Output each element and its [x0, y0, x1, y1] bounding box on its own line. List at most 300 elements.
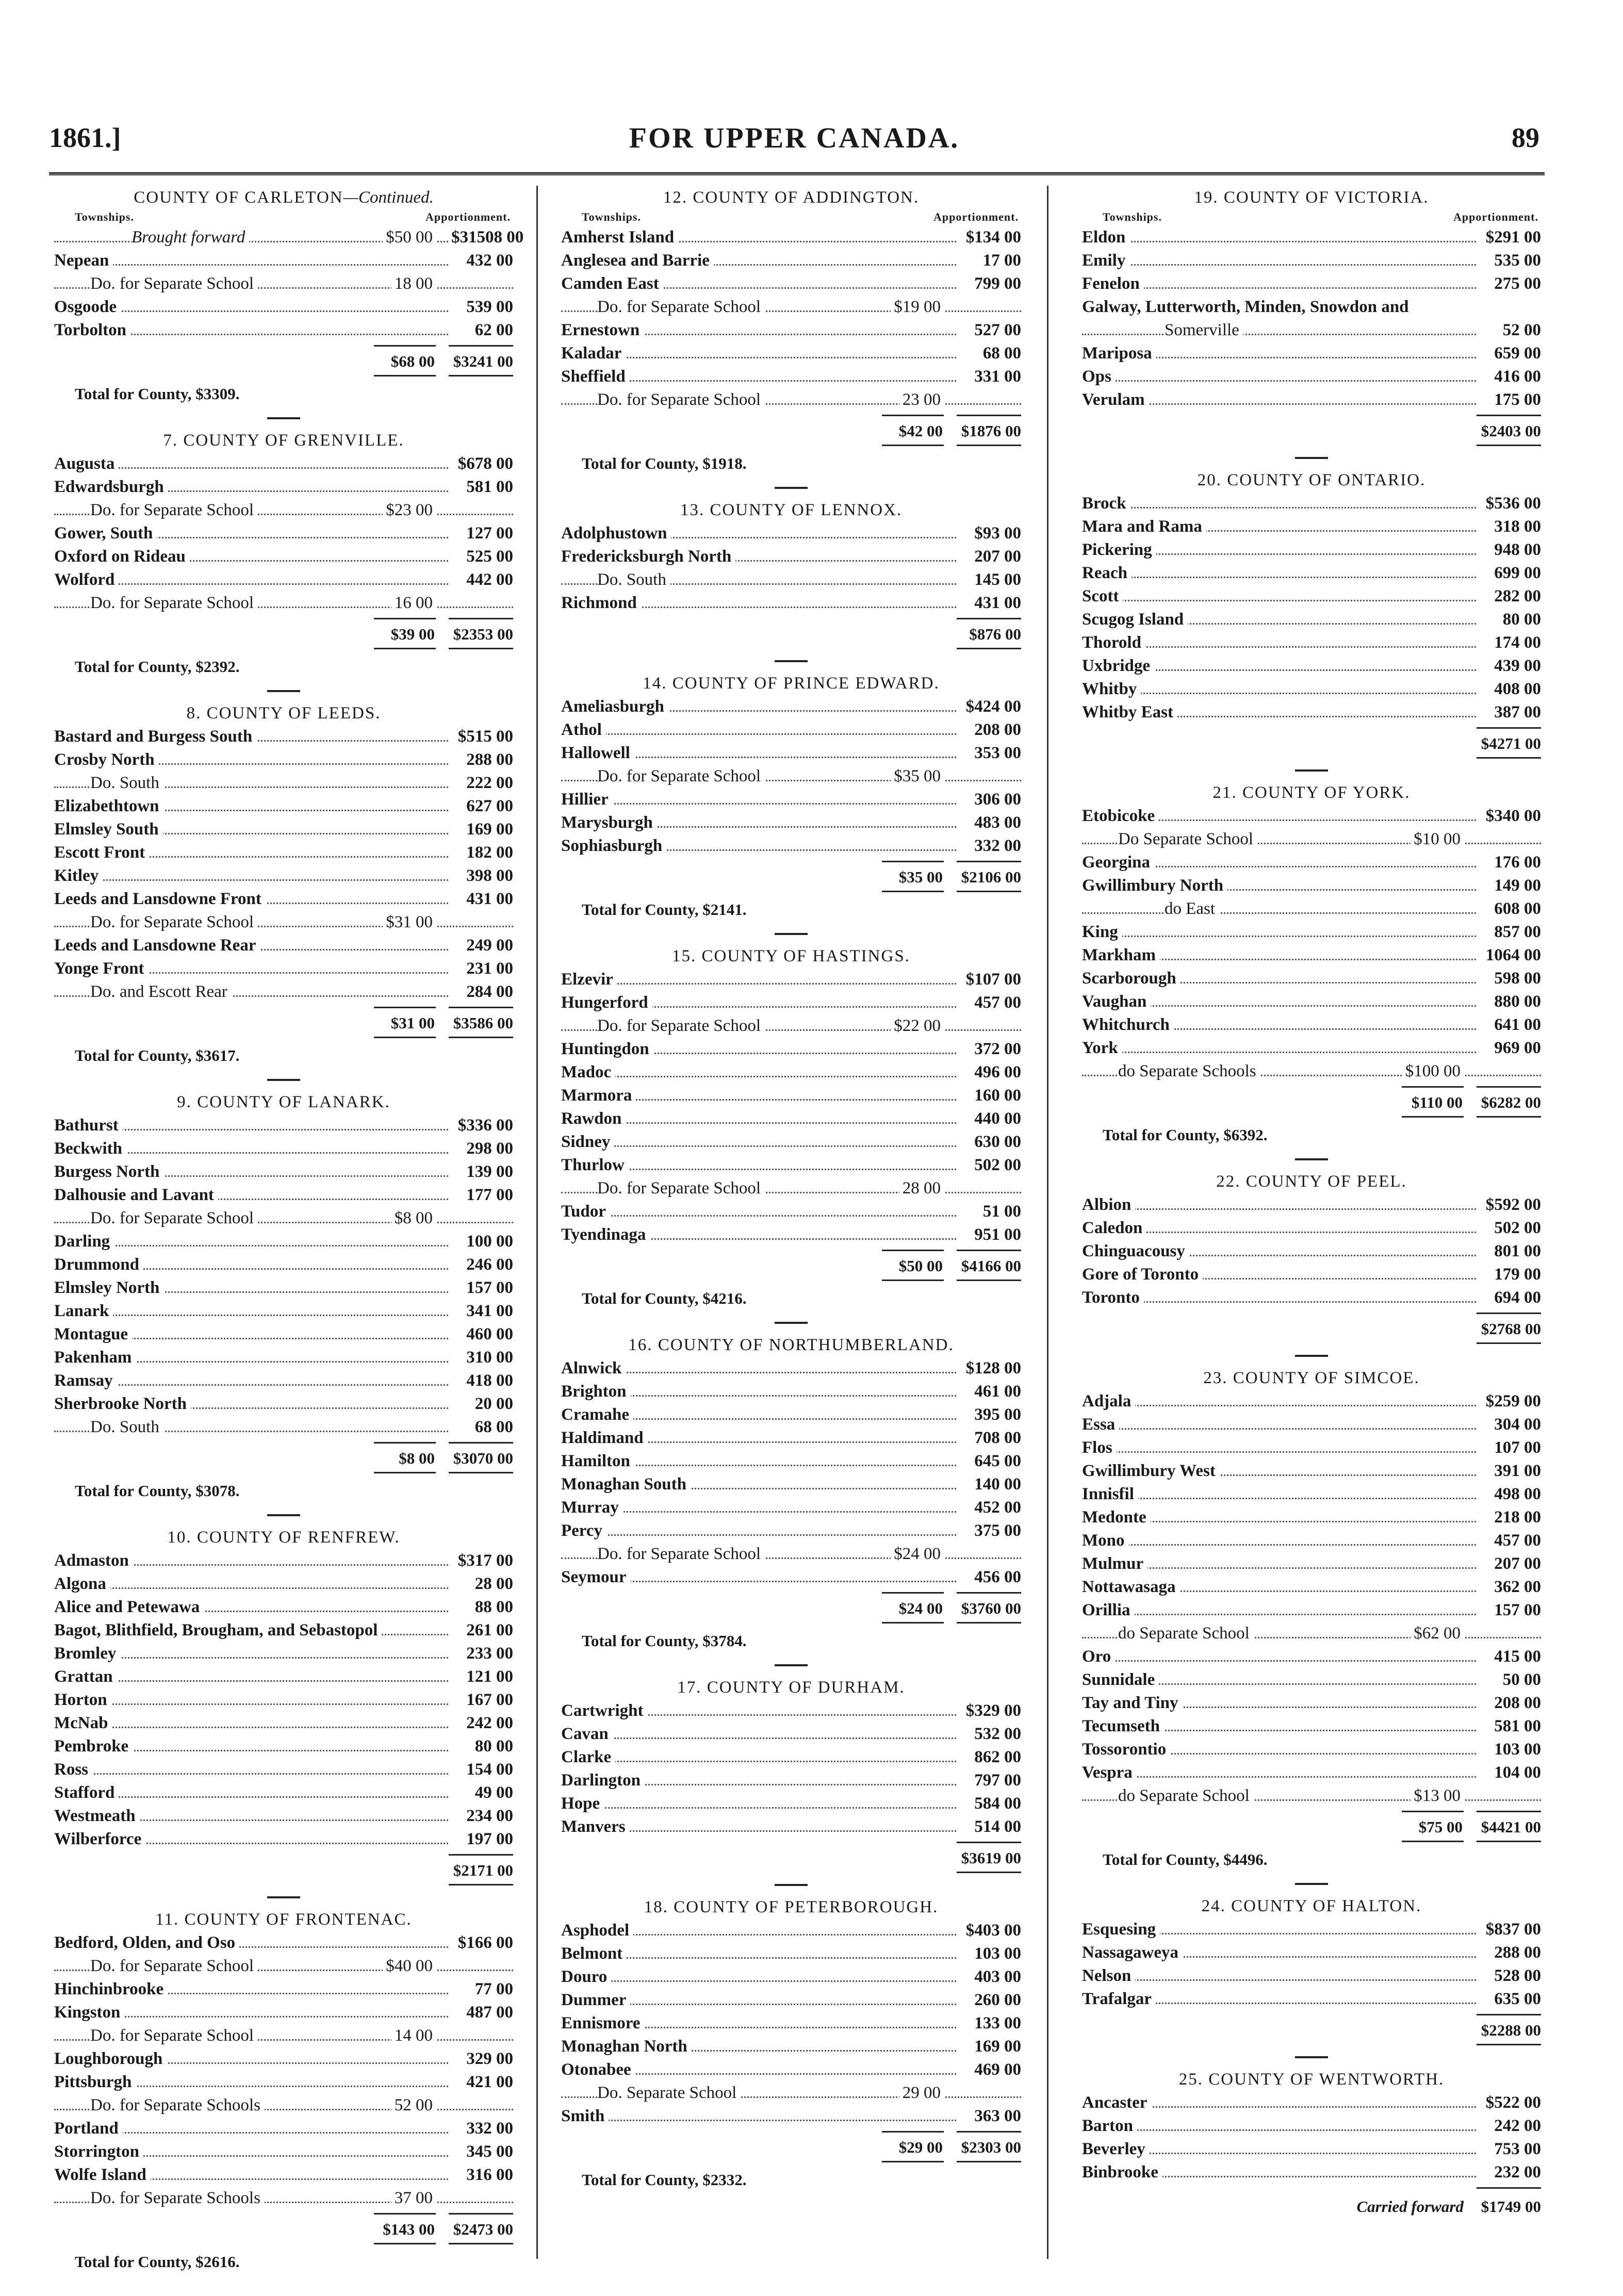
separate-school-subtotal: $143 00	[383, 2220, 435, 2238]
township-name: Leeds and Lansdowne Rear	[54, 934, 260, 957]
township-row	[1082, 1622, 1541, 1645]
township-name: Do. South	[90, 772, 163, 795]
sum-rule-separate	[374, 1442, 436, 1444]
apportionment-amount: 581 00	[448, 475, 513, 499]
township-subtotal: $2171 00	[453, 1861, 513, 1879]
township-row	[561, 1014, 1021, 1038]
apportionment-amount: 398 00	[448, 864, 513, 888]
township-name: Do. for Separate School	[597, 296, 765, 319]
leader-dots	[1082, 1776, 1541, 1778]
township-name: Haldimand	[561, 1426, 648, 1450]
apportionment-amount: 502 00	[1476, 1217, 1541, 1240]
apportionment-amount: 288 00	[1476, 1941, 1541, 1964]
leader-dots	[561, 803, 1021, 805]
township-name: Ennismore	[561, 2012, 644, 2035]
township-row	[561, 968, 1021, 991]
apportionment-amount: 483 00	[956, 811, 1021, 834]
sum-underline-separate	[882, 1622, 944, 1623]
sum-rule	[54, 615, 513, 622]
divider-line	[1295, 1158, 1328, 1160]
township-row	[561, 1942, 1021, 1965]
township-name: Alice and Petewawa	[54, 1596, 204, 1619]
leader-dots	[1082, 1405, 1541, 1406]
apportionment-amount: 857 00	[1476, 921, 1541, 944]
section-sums	[561, 1596, 1021, 1621]
township-subtotal: $6282 00	[1481, 1093, 1541, 1111]
township-name: Otonabee	[561, 2058, 635, 2081]
township-row	[1082, 608, 1541, 631]
township-name: Elmsley North	[54, 1276, 163, 1300]
township-name: Ancaster	[1082, 2091, 1151, 2114]
sum-rule-separate	[882, 2131, 944, 2133]
township-row	[561, 2035, 1021, 2058]
township-name: Do. for Separate School	[90, 499, 258, 522]
apportionment-amount: 797 00	[956, 1769, 1021, 1792]
township-name: Trafalgar	[1082, 1988, 1156, 2011]
apportionment-amount: $515 00	[448, 725, 513, 748]
township-row	[1082, 921, 1541, 944]
county-title	[54, 429, 513, 452]
apportionment-amount: 17 00	[956, 249, 1021, 272]
township-name: Cramahe	[561, 1403, 633, 1426]
county-section	[1082, 1875, 1541, 2048]
township-name: Flos	[1082, 1436, 1117, 1459]
township-name: do Separate Schools	[1118, 1060, 1260, 1083]
apportionment-amount: 175 00	[1476, 388, 1541, 412]
leader-dots	[1082, 912, 1541, 914]
township-row	[561, 365, 1021, 388]
county-title	[1082, 1894, 1541, 1918]
page-number: 89	[1512, 122, 1539, 153]
leader-dots	[54, 583, 513, 585]
sum-rule	[561, 2128, 1021, 2135]
sum-underline-separate	[374, 375, 436, 376]
township-name: Tecumseth	[1082, 1715, 1164, 1738]
apportionment-amount: 207 00	[956, 545, 1021, 568]
township-row	[54, 1712, 513, 1735]
apportionment-amount: 318 00	[1476, 515, 1541, 538]
leader-dots	[1082, 1428, 1541, 1430]
township-name: Lanark	[54, 1300, 113, 1323]
township-row	[54, 1572, 513, 1596]
county-section	[561, 1876, 1021, 2195]
township-row	[1082, 2138, 1541, 2161]
divider-line	[267, 690, 300, 692]
township-name: Do. for Separate School	[597, 388, 765, 412]
township-row	[561, 249, 1021, 272]
leader-dots	[1082, 600, 1541, 601]
header-apportionment: Apportionment.	[1453, 210, 1538, 223]
apportionment-amount: 461 00	[956, 1380, 1021, 1403]
apportionment-amount: 431 00	[956, 592, 1021, 615]
township-name: Pickering	[1082, 538, 1156, 562]
table-header	[561, 209, 1021, 226]
township-row	[54, 2187, 513, 2210]
apportionment-amount: 197 00	[448, 1828, 513, 1851]
separate-school-amount: 52 00	[391, 2094, 436, 2117]
township-row	[54, 2071, 513, 2094]
township-name: Bromley	[54, 1642, 120, 1665]
township-name: Vespra	[1082, 1761, 1137, 1784]
apportionment-amount: 753 00	[1476, 2138, 1541, 2161]
apportionment-amount: 403 00	[956, 1965, 1021, 1989]
township-name: Brought forward	[132, 226, 249, 249]
section-sums	[1082, 1815, 1541, 1840]
township-row	[1082, 1645, 1541, 1668]
township-name: Ernestown	[561, 319, 644, 342]
apportionment-amount: 177 00	[448, 1184, 513, 1207]
township-name: Scott	[1082, 585, 1123, 608]
divider-line	[1295, 769, 1328, 772]
section-divider	[561, 652, 1021, 671]
sum-underline-total	[449, 1884, 513, 1885]
sum-rule	[54, 1439, 513, 1446]
township-row	[54, 1931, 513, 1955]
township-row	[54, 1137, 513, 1160]
county-title-text: 22. COUNTY OF PEEL.	[1216, 1172, 1407, 1191]
divider-line	[267, 417, 300, 419]
township-row	[54, 818, 513, 841]
apportionment-amount: 418 00	[448, 1369, 513, 1392]
township-name: Do. for Separate School	[90, 2024, 258, 2047]
township-name: Medonte	[1082, 1506, 1151, 1529]
apportionment-amount: 176 00	[1476, 851, 1541, 874]
sum-underline-total	[449, 648, 513, 649]
leader-dots	[54, 1773, 513, 1775]
township-name: Oro	[1082, 1645, 1115, 1668]
header-townships: Townships.	[1103, 210, 1162, 223]
township-row	[54, 772, 513, 795]
township-subtotal: $3241 00	[453, 352, 513, 370]
apportionment-amount: 415 00	[1476, 1645, 1541, 1668]
township-row	[1082, 319, 1541, 342]
township-row	[1082, 1037, 1541, 1060]
township-row	[1082, 805, 1541, 828]
township-row	[1082, 365, 1541, 388]
sum-rule-total	[1477, 415, 1541, 416]
township-row	[54, 1735, 513, 1758]
township-row	[1082, 342, 1541, 365]
township-name: Elzevir	[561, 968, 617, 991]
leader-dots	[561, 1807, 1021, 1809]
sum-underline	[54, 1471, 513, 1476]
township-name: Mariposa	[1082, 342, 1156, 365]
separate-school-amount: $24 00	[891, 1543, 944, 1566]
township-row	[1082, 1761, 1541, 1784]
apportionment-amount: 345 00	[448, 2140, 513, 2163]
township-name: Escott Front	[54, 841, 149, 864]
sum-underline	[1082, 2043, 1541, 2048]
apportionment-amount: 304 00	[1476, 1413, 1541, 1436]
township-row	[54, 499, 513, 522]
township-row	[1082, 874, 1541, 897]
county-title	[561, 671, 1021, 695]
township-name: Bastard and Burgess South	[54, 725, 256, 748]
apportionment-amount: 627 00	[448, 795, 513, 818]
township-name: Marmora	[561, 1084, 636, 1107]
township-row	[1082, 1576, 1541, 1599]
township-name: Do. for Separate School	[597, 1543, 765, 1566]
apportionment-amount: 635 00	[1476, 1988, 1541, 2011]
apportionment-amount: 68 00	[448, 1416, 513, 1439]
leader-dots	[54, 467, 513, 469]
county-total: Total for County, $3784.	[582, 1632, 747, 1650]
township-row	[561, 1177, 1021, 1200]
township-name: Augusta	[54, 452, 119, 475]
county-section	[561, 1656, 1021, 1876]
leader-dots	[54, 1384, 513, 1386]
township-row	[561, 718, 1021, 742]
leader-dots	[561, 1737, 1021, 1739]
county-title-text: 7. COUNTY OF GRENVILLE.	[163, 431, 404, 450]
township-row	[1082, 538, 1541, 562]
apportionment-amount: 535 00	[1476, 249, 1541, 272]
divider-line	[775, 660, 808, 662]
divider-line	[775, 933, 808, 935]
township-row	[54, 296, 513, 319]
leader-dots	[1082, 2153, 1541, 2154]
separate-school-amount: 16 00	[391, 592, 436, 615]
leader-dots	[1082, 287, 1541, 289]
township-name: Do. for Separate School	[597, 1014, 765, 1038]
apportionment-amount: 645 00	[956, 1450, 1021, 1473]
leader-dots	[1082, 1614, 1541, 1615]
section-sums	[54, 1011, 513, 1036]
township-name: Nassagaweya	[1082, 1941, 1183, 1964]
section-divider	[54, 409, 513, 429]
sum-underline-separate	[1402, 1116, 1464, 1118]
sum-underline-total	[1477, 757, 1541, 759]
township-row	[1082, 1918, 1541, 1941]
sum-rule	[561, 1247, 1021, 1254]
apportionment-amount: 52 00	[1476, 319, 1541, 342]
section-divider	[1082, 1150, 1541, 1170]
township-row	[561, 545, 1021, 568]
township-row	[54, 1758, 513, 1781]
sum-underline	[1082, 444, 1541, 449]
county-total: Total for County, $2332.	[582, 2171, 747, 2189]
sum-rule	[561, 858, 1021, 865]
township-name: Burgess North	[54, 1160, 163, 1184]
township-name: Do. for Separate Schools	[90, 2094, 265, 2117]
township-row	[561, 2105, 1021, 2128]
township-row	[1082, 272, 1541, 296]
leader-dots	[561, 1830, 1021, 1832]
township-row	[561, 1107, 1021, 1130]
sum-rule-separate	[374, 2213, 436, 2215]
township-subtotal: $2106 00	[961, 868, 1021, 886]
leader-dots	[1082, 1567, 1541, 1569]
separate-school-amount: $40 00	[383, 1955, 436, 1978]
section-sums	[561, 2135, 1021, 2160]
apportionment-amount: 234 00	[448, 1805, 513, 1828]
apportionment-amount: 62 00	[448, 319, 513, 342]
township-row	[1082, 897, 1541, 921]
township-row	[561, 1200, 1021, 1223]
apportionment-amount: 457 00	[956, 991, 1021, 1014]
county-title	[1082, 781, 1541, 805]
sum-underline-total	[1477, 1116, 1541, 1118]
leader-dots	[1082, 1301, 1541, 1303]
township-name: Cavan	[561, 1723, 613, 1746]
apportionment-amount: 539 00	[448, 296, 513, 319]
township-name: Manvers	[561, 1815, 630, 1839]
township-row	[54, 249, 513, 272]
township-row	[1082, 851, 1541, 874]
township-name: Do. South	[597, 568, 670, 592]
township-name: Sunnidale	[1082, 1668, 1159, 1692]
apportionment-amount: 525 00	[448, 545, 513, 568]
township-subtotal: $2403 00	[1481, 422, 1541, 440]
township-row	[1082, 1483, 1541, 1506]
township-row	[54, 795, 513, 818]
apportionment-amount: 584 00	[956, 1792, 1021, 1815]
apportionment-amount: 452 00	[956, 1496, 1021, 1519]
township-name: Pembroke	[54, 1735, 133, 1758]
township-name: Asphodel	[561, 1919, 633, 1942]
township-name: Bedford, Olden, and Oso	[54, 1931, 239, 1955]
township-row	[1082, 990, 1541, 1013]
county-total: Total for County, $4216.	[582, 1289, 747, 1307]
apportionment-amount: $31508 00	[448, 226, 513, 249]
sum-rule-separate	[374, 1007, 436, 1008]
township-row	[54, 934, 513, 957]
township-row	[1082, 1263, 1541, 1286]
township-row	[54, 592, 513, 615]
county-title-text: 17. COUNTY OF DURHAM.	[677, 1678, 905, 1697]
township-name: Gwillimbury North	[1082, 874, 1227, 897]
county-total: Total for County, $1918.	[582, 454, 747, 472]
township-row	[1082, 515, 1541, 538]
column-left	[54, 186, 524, 2271]
leader-dots	[1082, 403, 1541, 405]
sum-underline-separate	[374, 1037, 436, 1038]
township-row	[54, 2047, 513, 2071]
apportionment-amount: 80 00	[1476, 608, 1541, 631]
sum-underline	[561, 444, 1021, 449]
apportionment-amount: 456 00	[956, 1566, 1021, 1589]
township-row	[1082, 1193, 1541, 1217]
apportionment-amount: 157 00	[448, 1276, 513, 1300]
sum-rule	[1082, 724, 1541, 731]
section-divider	[1082, 761, 1541, 781]
township-row	[54, 475, 513, 499]
county-section	[561, 1314, 1021, 1656]
sum-underline	[561, 1278, 1021, 1284]
township-row	[54, 1207, 513, 1230]
apportionment-amount: $93 00	[956, 522, 1021, 545]
county-title-text: 16. COUNTY OF NORTHUMBERLAND.	[628, 1336, 954, 1354]
township-row	[561, 695, 1021, 718]
sum-underline-total	[449, 1472, 513, 1473]
sum-underline	[54, 374, 513, 379]
township-row	[54, 1805, 513, 1828]
township-name: Storrington	[54, 2140, 143, 2163]
sum-rule-total	[957, 618, 1021, 619]
leader-dots	[1082, 380, 1541, 382]
separate-school-subtotal: $8 00	[399, 1449, 435, 1467]
apportionment-amount: 222 00	[448, 772, 513, 795]
township-row	[1082, 631, 1541, 654]
township-name: Ramsay	[54, 1369, 117, 1392]
apportionment-amount: $837 00	[1476, 1918, 1541, 1941]
sum-rule-total	[957, 2131, 1021, 2133]
county-title	[54, 1526, 513, 1549]
carried-forward-amount: $1749 00	[1481, 2197, 1541, 2216]
township-row	[1082, 226, 1541, 249]
township-row	[561, 1450, 1021, 1473]
township-row	[1082, 1668, 1541, 1692]
leader-dots	[561, 1076, 1021, 1077]
township-subtotal: $876 00	[969, 625, 1021, 643]
leader-dots	[1082, 1208, 1541, 1210]
township-name: Douro	[561, 1965, 611, 1989]
township-name: Stafford	[54, 1781, 119, 1805]
township-name: Do. for Separate School	[597, 1177, 765, 1200]
apportionment-amount: 28 00	[448, 1572, 513, 1596]
sum-rule-total	[1477, 2014, 1541, 2015]
township-row	[1082, 1941, 1541, 1964]
township-row	[561, 1965, 1021, 1989]
county-title-text: 14. COUNTY OF PRINCE EDWARD.	[643, 674, 940, 693]
separate-school-amount: 37 00	[391, 2187, 436, 2210]
leader-dots	[1082, 1052, 1541, 1053]
township-name: Chinguacousy	[1082, 1240, 1189, 1263]
apportionment-amount: 708 00	[956, 1426, 1021, 1450]
county-section	[1082, 449, 1541, 761]
township-name: Smith	[561, 2105, 609, 2128]
township-row	[561, 2012, 1021, 2035]
township-row	[54, 1828, 513, 1851]
apportionment-amount: 208 00	[956, 718, 1021, 742]
apportionment-amount: 630 00	[956, 1130, 1021, 1154]
township-name: Monaghan South	[561, 1473, 691, 1496]
township-name: Whitby	[1082, 678, 1141, 701]
header-apportionment: Apportionment.	[933, 210, 1019, 223]
county-title-text: 18. COUNTY OF PETERBOROUGH.	[644, 1898, 939, 1916]
township-name: Bathurst	[54, 1114, 123, 1137]
leader-dots	[561, 1122, 1021, 1124]
township-name: Do. Separate School	[597, 2081, 741, 2105]
township-name: Mara and Rama	[1082, 515, 1206, 538]
township-name: Do. for Separate School	[90, 911, 258, 934]
apportionment-amount: 20 00	[448, 1392, 513, 1416]
leader-dots	[561, 2120, 1021, 2121]
township-row	[1082, 1552, 1541, 1576]
divider-line	[775, 1884, 808, 1886]
sum-underline	[561, 1621, 1021, 1626]
township-row	[1082, 388, 1541, 412]
sum-underline-separate	[374, 2243, 436, 2244]
township-row	[1082, 1240, 1541, 1263]
township-row	[1082, 562, 1541, 585]
apportionment-amount: 641 00	[1476, 1013, 1541, 1037]
apportionment-amount: 363 00	[956, 2105, 1021, 2128]
carry-rule	[1082, 2184, 1541, 2191]
township-name: Cartwright	[561, 1699, 647, 1723]
leader-dots	[1082, 1660, 1541, 1662]
township-row	[54, 1781, 513, 1805]
apportionment-amount: 460 00	[448, 1323, 513, 1346]
table-header	[54, 209, 513, 226]
township-row	[561, 319, 1021, 342]
section-sums	[561, 865, 1021, 890]
section-sums	[54, 1446, 513, 1471]
township-name: McNab	[54, 1712, 112, 1735]
apportionment-amount: 233 00	[448, 1642, 513, 1665]
county-section	[54, 1888, 513, 2277]
township-name: Dalhousie and Lavant	[54, 1184, 218, 1207]
